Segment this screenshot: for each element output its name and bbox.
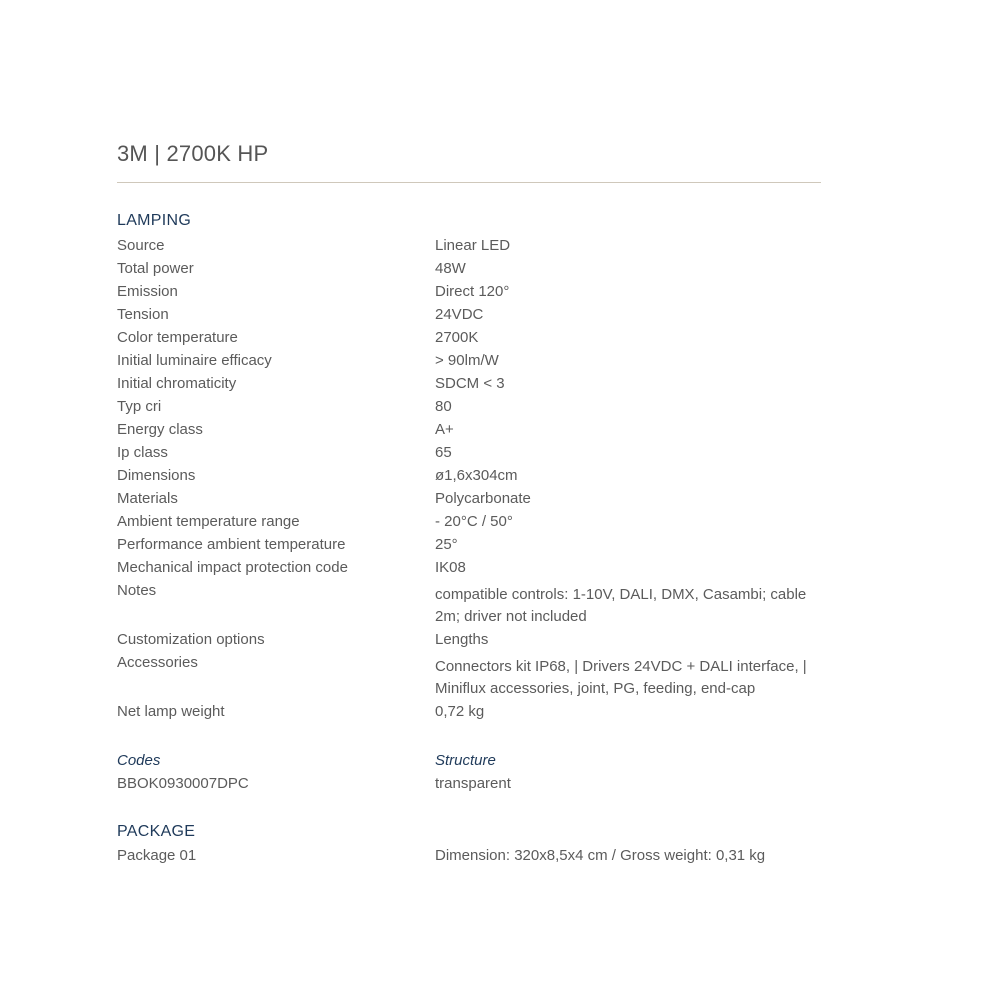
spec-value: Lengths xyxy=(435,631,489,648)
spec-value: SDCM < 3 xyxy=(435,375,505,392)
spec-label: Tension xyxy=(117,306,169,323)
spec-label: Accessories xyxy=(117,654,198,671)
spec-value: - 20°C / 50° xyxy=(435,513,513,530)
spec-value: 80 xyxy=(435,398,452,415)
spec-label: Source xyxy=(117,237,165,254)
spec-value: A+ xyxy=(435,421,454,438)
spec-value: Direct 120° xyxy=(435,283,510,300)
codes-heading: Codes xyxy=(117,752,161,769)
spec-label: Ambient temperature range xyxy=(117,513,300,530)
spec-value: 65 xyxy=(435,444,452,461)
spec-label: Initial chromaticity xyxy=(117,375,237,392)
spec-label: Materials xyxy=(117,490,178,507)
spec-value: IK08 xyxy=(435,559,466,576)
spec-value: Linear LED xyxy=(435,237,511,254)
spec-value: 0,72 kg xyxy=(435,703,485,720)
lamping-heading: LAMPING xyxy=(117,212,192,229)
spec-label: Mechanical impact protection code xyxy=(117,559,348,576)
structure-heading: Structure xyxy=(435,752,496,769)
spec-label: Performance ambient temperature xyxy=(117,536,346,553)
codes-value: BBOK0930007DPC xyxy=(117,775,249,792)
spec-value: 48W xyxy=(435,260,466,277)
spec-value: Connectors kit IP68, | Drivers 24VDC + DALI interface, | Miniflux accessories, joint, PG, feeding, end-cap xyxy=(435,658,807,697)
package-heading: PACKAGE xyxy=(117,823,196,840)
spec-label: Color temperature xyxy=(117,329,238,346)
spec-label: Emission xyxy=(117,283,178,300)
spec-label: Notes xyxy=(117,582,157,599)
spec-label: Typ cri xyxy=(117,398,162,415)
spec-label: Dimensions xyxy=(117,467,196,484)
spec-value: 24VDC xyxy=(435,306,484,323)
spec-value: Polycarbonate xyxy=(435,490,531,507)
package-label: Package 01 xyxy=(117,847,197,864)
spec-value: compatible controls: 1-10V, DALI, DMX, Casambi; cable 2m; driver not included xyxy=(435,586,807,625)
spec-label: Net lamp weight xyxy=(117,703,225,720)
spec-label: Energy class xyxy=(117,421,203,438)
spec-value: > 90lm/W xyxy=(435,352,499,369)
package-value: Dimension: 320x8,5x4 cm / Gross weight: 0,31 kg xyxy=(435,847,766,864)
spec-label: Customization options xyxy=(117,631,265,648)
spec-label: Total power xyxy=(117,260,194,277)
page-title: 3M | 2700K HP xyxy=(117,141,269,166)
title-divider xyxy=(117,182,821,183)
structure-value: transparent xyxy=(435,775,511,792)
spec-label: Initial luminaire efficacy xyxy=(117,352,272,369)
spec-value: 25° xyxy=(435,536,458,553)
spec-value: ø1,6x304cm xyxy=(435,467,518,484)
spec-label: Ip class xyxy=(117,444,168,461)
spec-value: 2700K xyxy=(435,329,479,346)
